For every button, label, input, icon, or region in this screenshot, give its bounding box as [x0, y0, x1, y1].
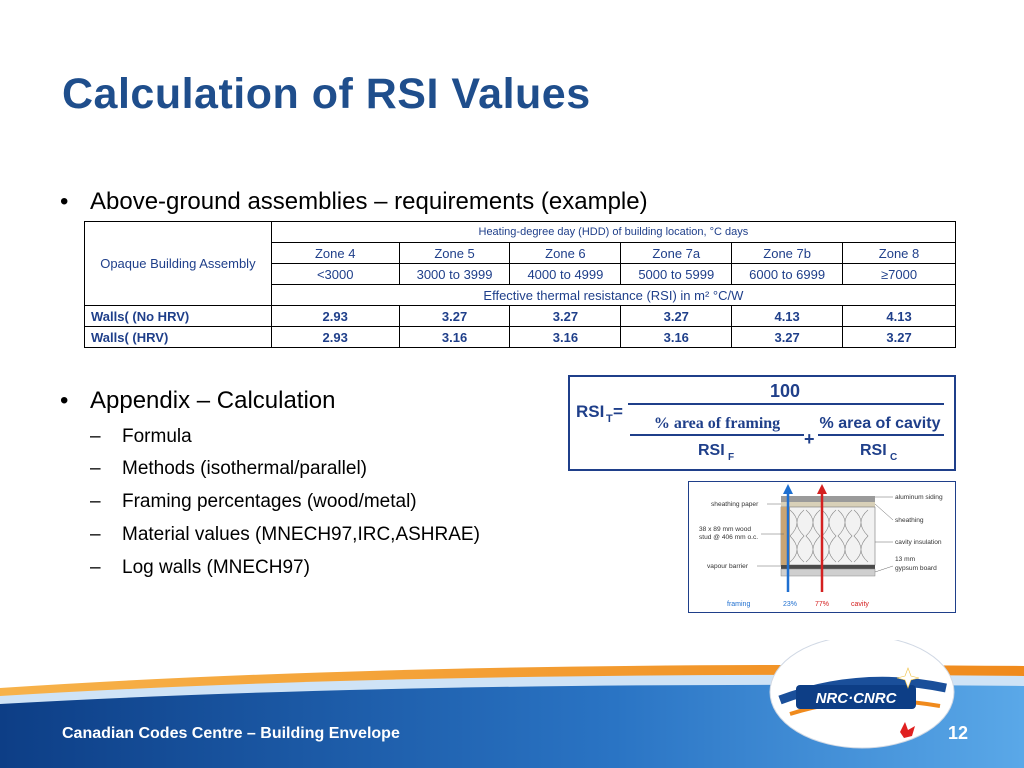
cavity-term-top: % area of cavity	[819, 415, 941, 432]
bullet-text: Above-ground assemblies – requirements (example)	[90, 188, 648, 215]
zone-cell: Zone 7a	[621, 243, 732, 264]
framing-term-sub: F	[728, 452, 735, 463]
caption-framing-pct: 23%	[783, 601, 798, 608]
caption-cavity-pct: 77%	[815, 601, 830, 608]
bullet-text: Appendix – Calculation	[90, 387, 336, 414]
sub-item-text: Log walls (MNECH97)	[122, 557, 310, 578]
formula-plus: +	[804, 429, 815, 449]
formula-lhs-sub: T	[606, 413, 613, 425]
cavity-term-bottom: RSI	[860, 442, 887, 459]
wall-section-figure	[689, 482, 955, 612]
sub-item	[90, 458, 367, 480]
label-wood-stud: 38 x 89 mm wood	[699, 526, 752, 533]
row-label: Walls( (No HRV)	[85, 306, 272, 327]
zone-cell: Zone 4	[271, 243, 399, 264]
rsi-value: 3.27	[843, 327, 956, 348]
rsi-units-header: Effective thermal resistance (RSI) in m² °C/W	[271, 285, 955, 306]
wall-layers	[781, 496, 875, 576]
zone-cell: Zone 6	[510, 243, 621, 264]
bullet-dot: •	[60, 387, 69, 414]
formula-lhs: RSI	[576, 402, 605, 421]
formula-numerator: 100	[769, 381, 801, 401]
rsi-value: 2.93	[271, 327, 399, 348]
rsi-value: 3.16	[621, 327, 732, 348]
sub-item-text: Framing percentages (wood/metal)	[122, 491, 417, 512]
sub-item	[90, 557, 310, 579]
bullet-dot: •	[60, 188, 69, 215]
label-sheathing: sheathing	[895, 517, 924, 524]
label-aluminum-siding: aluminum siding	[895, 494, 943, 501]
row-label: Walls( (HRV)	[85, 327, 272, 348]
dash: –	[90, 458, 101, 479]
caption-framing: framing	[727, 601, 751, 608]
bullet-appendix	[60, 387, 336, 415]
rsi-value: 4.13	[843, 306, 956, 327]
caption-cavity: cavity	[851, 601, 869, 608]
formula-equals: =	[613, 402, 623, 421]
dash: –	[90, 557, 101, 578]
zone-cell: Zone 5	[399, 243, 510, 264]
slide-title: Calculation of RSI Values	[62, 70, 591, 118]
sub-item	[90, 491, 417, 513]
rsi-formula-box	[568, 375, 956, 471]
dash: –	[90, 524, 101, 545]
logo-text: NRC·CNRC	[815, 690, 897, 707]
rsi-formula	[570, 377, 954, 469]
label-vapour-barrier: vapour barrier	[707, 563, 749, 570]
range-cell: <3000	[271, 264, 399, 285]
label-sheathing-paper: sheathing paper	[711, 501, 759, 508]
rsi-value: 3.16	[399, 327, 510, 348]
range-cell: 4000 to 4999	[510, 264, 621, 285]
bullet-above-ground	[60, 188, 648, 216]
rsi-value: 3.27	[510, 306, 621, 327]
zone-cell: Zone 8	[843, 243, 956, 264]
assembly-header: Opaque Building Assembly	[85, 222, 272, 306]
wall-section-diagram	[688, 481, 956, 613]
range-cell: 5000 to 5999	[621, 264, 732, 285]
range-cell: 6000 to 6999	[732, 264, 843, 285]
sub-item	[90, 426, 192, 448]
footer-text: Canadian Codes Centre – Building Envelope	[62, 725, 400, 742]
sub-item	[90, 524, 480, 546]
rsi-value: 4.13	[732, 306, 843, 327]
rsi-value: 3.27	[621, 306, 732, 327]
sub-item-text: Formula	[122, 426, 192, 447]
sub-item-text: Material values (MNECH97,IRC,ASHRAE)	[122, 524, 480, 545]
page-number: 12	[948, 723, 969, 743]
sub-item-text: Methods (isothermal/parallel)	[122, 458, 367, 479]
label-gypsum-board: gypsum board	[895, 565, 937, 572]
label-13mm: 13 mm	[895, 556, 916, 563]
zone-cell: Zone 7b	[732, 243, 843, 264]
rsi-value: 3.27	[399, 306, 510, 327]
rsi-value: 3.27	[732, 327, 843, 348]
dash: –	[90, 426, 101, 447]
table-row	[85, 306, 956, 327]
footer-banner	[0, 640, 1024, 768]
cavity-term-sub: C	[890, 452, 898, 463]
label-cavity-insulation: cavity insulation	[895, 539, 942, 546]
framing-term-bottom: RSI	[698, 442, 725, 459]
nrc-logo	[770, 640, 954, 748]
range-cell: 3000 to 3999	[399, 264, 510, 285]
framing-term-top: % area of framing	[653, 415, 781, 432]
range-cell: ≥7000	[843, 264, 956, 285]
dash: –	[90, 491, 101, 512]
hdd-header: Heating-degree day (HDD) of building location, °C days	[271, 222, 955, 243]
rsi-value: 3.16	[510, 327, 621, 348]
table-row	[85, 327, 956, 348]
rsi-requirements-table	[84, 221, 956, 348]
rsi-value: 2.93	[271, 306, 399, 327]
label-stud-spacing: stud @ 406 mm o.c.	[699, 534, 759, 541]
